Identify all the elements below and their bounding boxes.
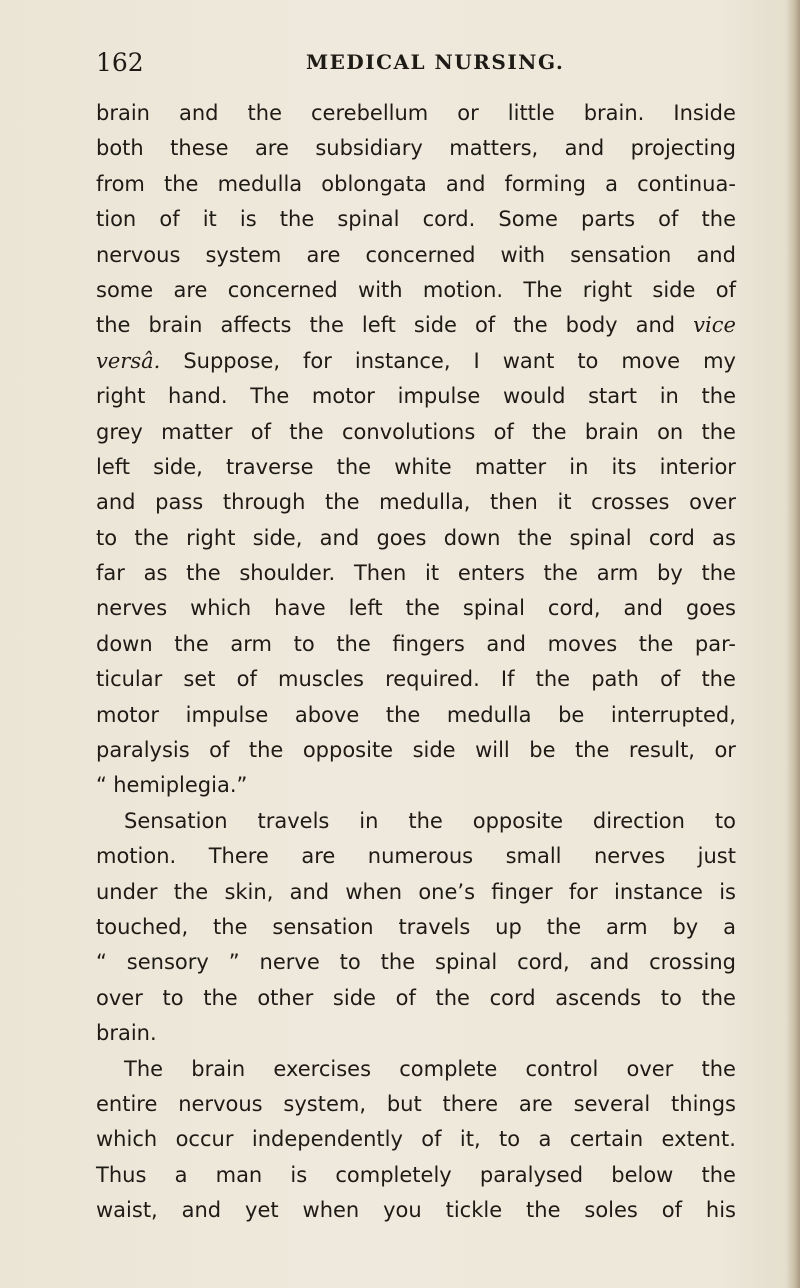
text-line: entire nervous system, but there are several things: [96, 1091, 736, 1116]
text-line: down the arm to the fingers and moves the par-: [96, 631, 736, 656]
text-line: nervous system are concerned with sensation and: [96, 242, 736, 267]
text-line: tion of it is the spinal cord. Some parts of the: [96, 207, 736, 232]
text-line: left side, traverse the white matter in its interior: [96, 454, 736, 479]
text-line: nerves which have left the spinal cord, and goes: [96, 596, 736, 621]
text-line: motion. There are numerous small nerves just: [96, 844, 736, 869]
text-line: waist, and yet when you tickle the soles of his: [96, 1198, 736, 1223]
running-head: MEDICAL NURSING.: [306, 50, 565, 74]
text-line: Thus a man is completely paralysed below the: [96, 1162, 736, 1187]
text-line: grey matter of the convolutions of the brain on the: [96, 419, 736, 444]
page-edge-shadow: [786, 0, 800, 1288]
text-line: “ sensory ” nerve to the spinal cord, and crossing: [96, 950, 736, 975]
text-line: from the medulla oblongata and forming a continua-: [96, 171, 736, 196]
text-line: motor impulse above the medulla be interrupted,: [96, 702, 736, 727]
text-line: ticular set of muscles required. If the path of the: [96, 667, 736, 692]
text-line: some are concerned with motion. The right side of: [96, 277, 736, 302]
text-line: to the right side, and goes down the spinal cord as: [96, 525, 736, 550]
text-line: brain.: [96, 1021, 157, 1046]
text-line: touched, the sensation travels up the arm by a: [96, 914, 736, 939]
page-number: 162: [96, 48, 144, 77]
text-line: under the skin, and when one’s finger for instance is: [96, 879, 736, 904]
text-line: the brain affects the left side of the body and vice: [96, 313, 736, 338]
text-line: right hand. The motor impulse would start in the: [96, 384, 736, 409]
body-text: [96, 96, 736, 1229]
text-line: over to the other side of the cord ascends to the: [96, 985, 736, 1010]
text-line: far as the shoulder. Then it enters the arm by the: [96, 561, 736, 586]
text-line: versâ. Suppose, for instance, I want to move my: [96, 348, 736, 373]
text-line: “ hemiplegia.”: [96, 773, 248, 798]
text-line: brain and the cerebellum or little brain. Inside: [96, 101, 736, 125]
page-header: [96, 48, 736, 88]
text-line: which occur independently of it, to a certain extent.: [96, 1127, 736, 1152]
text-line: and pass through the medulla, then it crosses over: [96, 490, 736, 515]
text-line: both these are subsidiary matters, and projecting: [96, 136, 736, 161]
text-line: The brain exercises complete control over the: [124, 1056, 736, 1081]
text-line: paralysis of the opposite side will be the result, or: [96, 738, 736, 763]
text-line: Sensation travels in the opposite direction to: [124, 808, 736, 833]
